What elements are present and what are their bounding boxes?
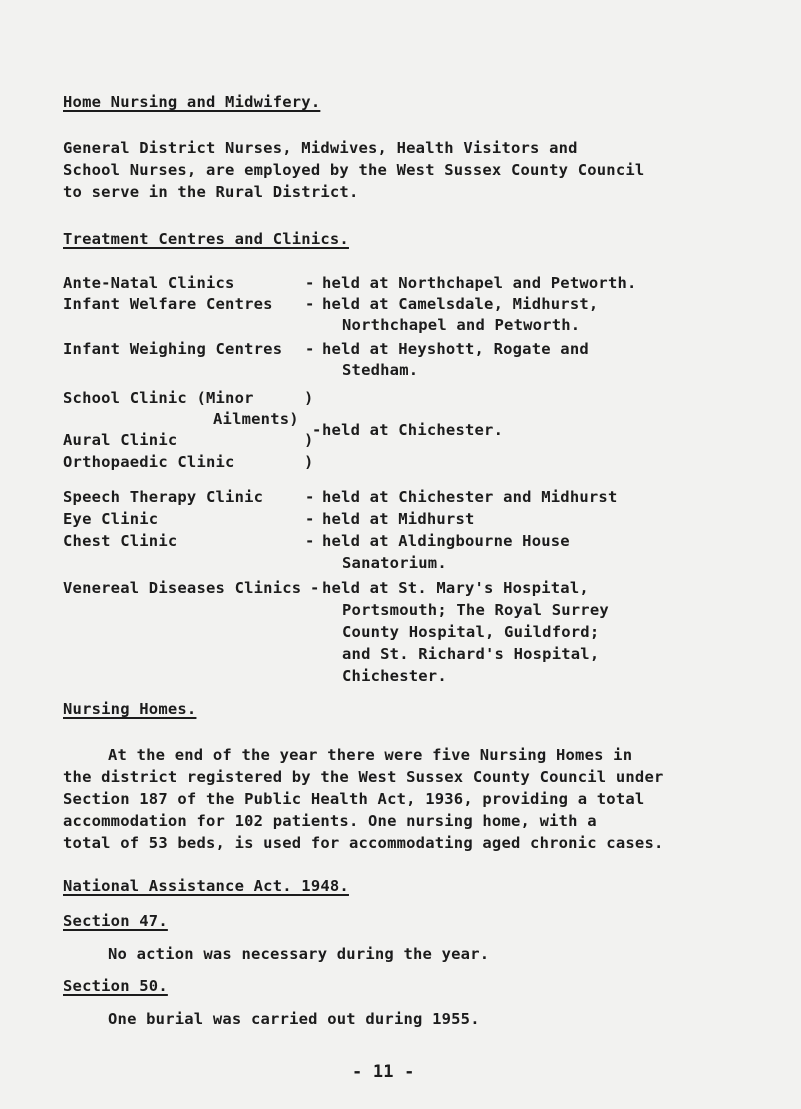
dash: -: [305, 532, 315, 550]
clinic-chest: Chest Clinic: [63, 532, 178, 550]
dash: -: [310, 579, 320, 597]
clinic-venereal: Venereal Diseases Clinics: [63, 579, 302, 597]
bracket-paren: ): [304, 431, 314, 449]
page-heading: Home Nursing and Midwifery.: [63, 93, 321, 111]
clinic-infant-welfare-location-1: held at Camelsdale, Midhurst,: [322, 295, 599, 313]
clinic-ante-natal-location: held at Northchapel and Petworth.: [322, 274, 637, 292]
clinic-infant-weighing-location-2: Stedham.: [342, 361, 419, 379]
clinic-venereal-location-5: Chichester.: [342, 667, 447, 685]
clinic-eye-location: held at Midhurst: [322, 510, 475, 528]
section-47-heading: Section 47.: [63, 912, 168, 930]
clinic-chest-location-2: Sanatorium.: [342, 554, 447, 572]
intro-line-3: to serve in the Rural District.: [63, 183, 359, 201]
intro-line-1: General District Nurses, Midwives, Health Visitors and: [63, 139, 578, 157]
clinic-infant-weighing: Infant Weighing Centres: [63, 340, 283, 358]
clinic-venereal-location-4: and St. Richard's Hospital,: [342, 645, 600, 663]
nursing-para-line-5: total of 53 beds, is used for accommodating aged chronic cases.: [63, 834, 664, 852]
clinic-speech-location: held at Chichester and Midhurst: [322, 488, 618, 506]
clinic-eye: Eye Clinic: [63, 510, 159, 528]
clinic-venereal-location-1: held at St. Mary's Hospital,: [322, 579, 589, 597]
section-50-text: One burial was carried out during 1955.: [108, 1010, 480, 1028]
clinic-school-ailments: Ailments): [213, 410, 299, 428]
dash: -: [305, 295, 315, 313]
bracket-paren: ): [304, 389, 314, 407]
dash: -: [305, 488, 315, 506]
dash: -: [305, 510, 315, 528]
section-50-heading: Section 50.: [63, 977, 168, 995]
bracket-paren: ): [304, 453, 314, 471]
treatment-heading: Treatment Centres and Clinics.: [63, 230, 349, 248]
clinic-ante-natal: Ante-Natal Clinics: [63, 274, 235, 292]
page-number: - 11 -: [352, 1062, 415, 1082]
nursing-para-line-2: the district registered by the West Sussex County Council under: [63, 768, 664, 786]
assistance-act-heading: National Assistance Act. 1948.: [63, 877, 349, 895]
clinic-chest-location-1: held at Aldingbourne House: [322, 532, 570, 550]
clinic-venereal-location-2: Portsmouth; The Royal Surrey: [342, 601, 609, 619]
nursing-para-line-3: Section 187 of the Public Health Act, 1936, providing a total: [63, 790, 645, 808]
clinic-speech: Speech Therapy Clinic: [63, 488, 264, 506]
clinic-orthopaedic: Orthopaedic Clinic: [63, 453, 235, 471]
clinic-venereal-location-3: County Hospital, Guildford;: [342, 623, 600, 641]
clinic-infant-weighing-location-1: held at Heyshott, Rogate and: [322, 340, 589, 358]
clinic-school: School Clinic (Minor: [63, 389, 254, 407]
nursing-homes-heading: Nursing Homes.: [63, 700, 197, 718]
intro-line-2: School Nurses, are employed by the West Sussex County Council: [63, 161, 645, 179]
section-47-text: No action was necessary during the year.: [108, 945, 490, 963]
nursing-para-line-1: At the end of the year there were five Nursing Homes in: [108, 746, 633, 764]
nursing-para-line-4: accommodation for 102 patients. One nursing home, with a: [63, 812, 597, 830]
clinic-aural: Aural Clinic: [63, 431, 178, 449]
dash: -: [305, 340, 315, 358]
clinic-grouped-location: held at Chichester.: [322, 421, 504, 439]
clinic-infant-welfare-location-2: Northchapel and Petworth.: [342, 316, 581, 334]
dash: -: [312, 421, 322, 439]
clinic-infant-welfare: Infant Welfare Centres: [63, 295, 273, 313]
dash: -: [305, 274, 315, 292]
